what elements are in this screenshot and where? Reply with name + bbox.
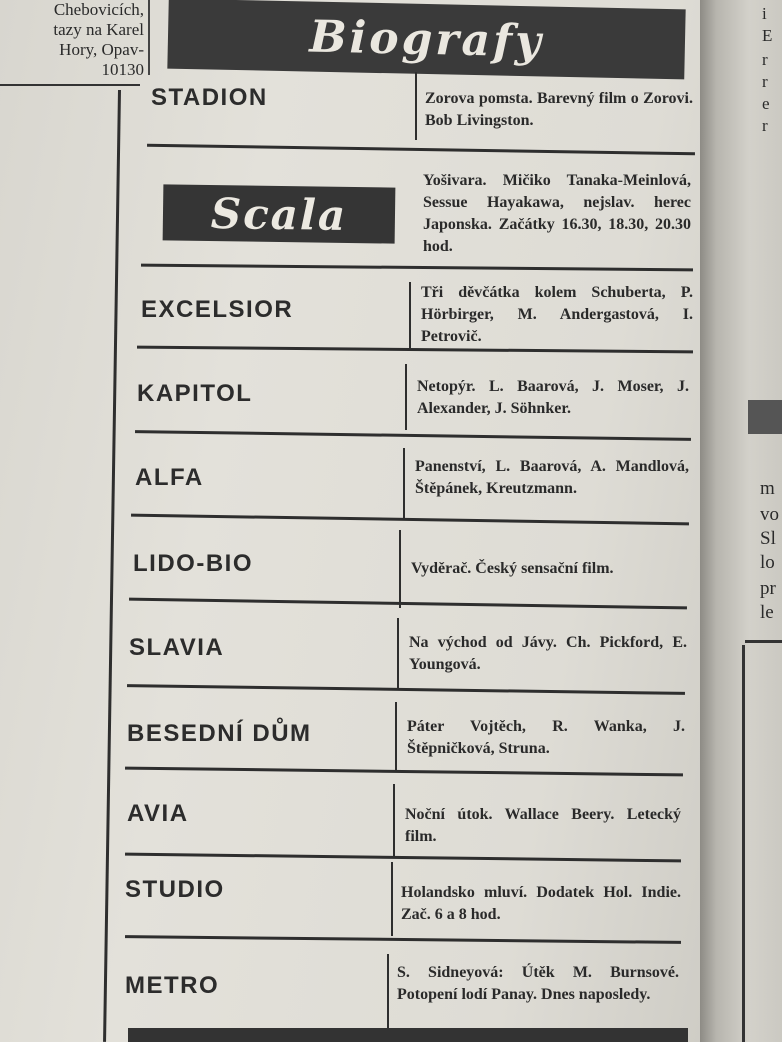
next-column-fragment: m bbox=[760, 478, 775, 499]
column-divider bbox=[397, 618, 399, 688]
cinema-description: S. Sidneyová: Útěk M. Burnsové. Potopení lodí Panay. Dnes naposledy. bbox=[397, 964, 679, 1003]
cinema-listing bbox=[125, 0, 695, 1042]
cinema-description: Panenství, L. Baarová, A. Mandlová, Štěpánek, Kreutzmann. bbox=[415, 458, 689, 497]
scala-logo bbox=[163, 184, 396, 243]
cinema-description: Na východ od Jávy. Ch. Pickford, E. Youngová. bbox=[409, 634, 687, 673]
biografy-banner bbox=[167, 0, 685, 79]
horizontal-rule bbox=[125, 853, 681, 863]
column-divider bbox=[103, 90, 121, 1042]
cinema-name: ALFA bbox=[135, 464, 204, 491]
next-column-edge bbox=[700, 0, 782, 1042]
column-divider bbox=[399, 530, 401, 608]
next-column-fragment: i bbox=[762, 4, 767, 23]
next-column-fragment: Sl bbox=[760, 528, 776, 549]
next-column-fragment: vo bbox=[760, 504, 779, 525]
column-divider bbox=[409, 282, 411, 348]
cinema-description: Vyděrač. Český sensační film. bbox=[411, 560, 614, 577]
horizontal-rule bbox=[125, 767, 683, 777]
next-column-fragment: le bbox=[760, 602, 774, 623]
previous-column-line: Hory, Opav- bbox=[59, 40, 144, 59]
cinema-name: METRO bbox=[125, 972, 220, 999]
horizontal-rule bbox=[141, 264, 693, 272]
cinema-description: Tři děvčátka kolem Schuberta, P. Hörbirger, M. Andergastová, I. Petrovič. bbox=[421, 284, 693, 345]
column-divider bbox=[395, 702, 397, 772]
horizontal-rule bbox=[131, 514, 689, 526]
previous-column-line: Chebovicích, bbox=[53, 0, 144, 19]
banner-title: Biografy bbox=[308, 11, 545, 67]
column-divider bbox=[387, 954, 389, 1034]
column-divider bbox=[393, 784, 395, 856]
cinema-name: LIDO-BIO bbox=[133, 550, 253, 577]
next-column-fragment: r bbox=[762, 50, 768, 69]
cinema-name: STADION bbox=[151, 84, 268, 111]
scala-logo-text: Scala bbox=[210, 188, 348, 240]
cinema-description: Zorova pomsta. Barevný film o Zorovi. Bob Livingston. bbox=[425, 90, 693, 129]
column-divider bbox=[405, 364, 407, 430]
horizontal-rule bbox=[135, 430, 691, 441]
previous-column-line: tazy na Karel bbox=[53, 20, 144, 39]
previous-column-line: 10130 bbox=[101, 60, 144, 79]
column-divider bbox=[391, 862, 393, 936]
horizontal-rule bbox=[0, 84, 140, 86]
column-divider bbox=[403, 448, 405, 518]
next-column-fragment: lo bbox=[760, 552, 775, 573]
horizontal-rule bbox=[129, 598, 687, 610]
next-column-fragment: E bbox=[762, 26, 773, 45]
horizontal-rule bbox=[125, 935, 681, 944]
horizontal-rule bbox=[147, 144, 695, 156]
next-column-fragment: r bbox=[762, 116, 768, 135]
next-column-fragment: r bbox=[762, 72, 768, 91]
horizontal-rule bbox=[127, 684, 685, 695]
cinema-name: SLAVIA bbox=[129, 634, 225, 661]
next-column-block bbox=[748, 400, 782, 434]
cinema-name: KAPITOL bbox=[137, 380, 253, 407]
cinema-description: Páter Vojtěch, R. Wanka, J. Štěpničková, Struna. bbox=[407, 718, 685, 757]
cinema-description: Yošivara. Mičiko Tanaka-Meinlová, Sessue Hayakawa, nejslav. herec Japonska. Začátky 16.30, 18.30, 20.30 hod. bbox=[423, 172, 691, 255]
bottom-rule bbox=[128, 1028, 688, 1042]
cinema-name: EXCELSIOR bbox=[141, 296, 294, 323]
cinema-description: Noční útok. Wallace Beery. Letecký film. bbox=[405, 806, 681, 845]
cinema-name: AVIA bbox=[127, 800, 189, 827]
next-column-fragment: e bbox=[762, 94, 770, 113]
column-divider bbox=[415, 72, 417, 140]
cinema-name: BESEDNÍ DŮM bbox=[127, 720, 312, 747]
cinema-description: Netopýr. L. Baarová, J. Moser, J. Alexander, J. Söhnker. bbox=[417, 378, 689, 417]
next-column-fragment: pr bbox=[760, 578, 776, 599]
column-divider bbox=[742, 645, 745, 1042]
cinema-name: STUDIO bbox=[125, 876, 225, 903]
horizontal-rule bbox=[745, 640, 782, 643]
cinema-description: Holandsko mluví. Dodatek Hol. Indie. Zač. 6 a 8 hod. bbox=[401, 884, 681, 923]
